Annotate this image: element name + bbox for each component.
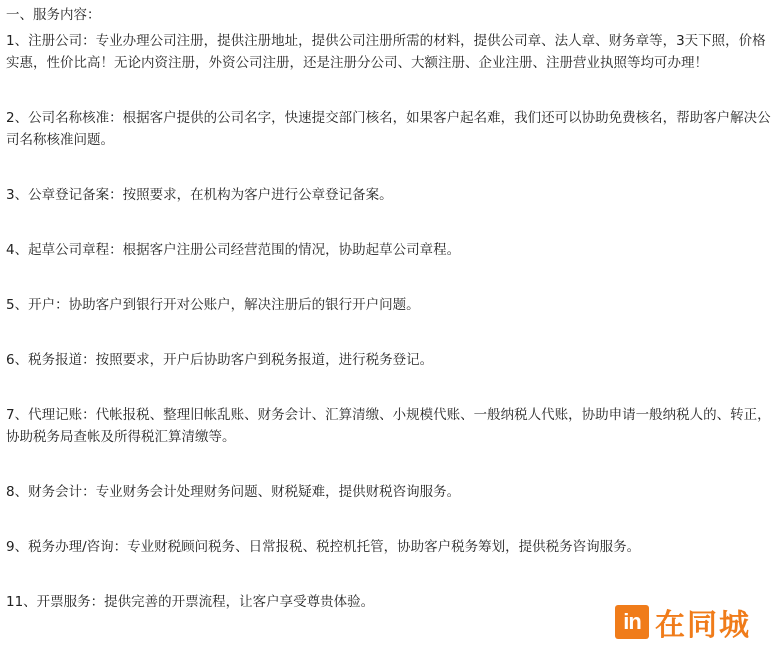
logo-badge-icon: in bbox=[615, 605, 649, 639]
section-heading: 一、服务内容： bbox=[6, 7, 101, 23]
watermark-logo bbox=[615, 600, 751, 644]
service-item-bank-account: 5、开户：协助客户到银行开对公账户，解决注册后的银行开户问题。 bbox=[6, 297, 420, 313]
service-item-tax-report: 6、税务报道：按照要求，开户后协助客户到税务报道，进行税务登记。 bbox=[6, 352, 434, 368]
service-item-articles: 4、起草公司章程：根据客户注册公司经营范围的情况，协助起草公司章程。 bbox=[6, 242, 461, 258]
service-item-accounting: 8、财务会计：专业财务会计处理财务问题、财税疑难，提供财税咨询服务。 bbox=[6, 484, 461, 500]
document-body bbox=[6, 4, 776, 613]
service-item-register: 1、注册公司：专业办理公司注册，提供注册地址，提供公司注册所需的材料，提供公司章、法人章、财务章等，3天下照，价格实惠，性价比高！无论内资注册，外资公司注册，还是注册分公司、大额注册、企业注册、注册营业执照等均可办理！ bbox=[6, 33, 766, 71]
service-item-tax-consulting: 9、税务办理/咨询：专业财税顾问税务、日常报税、税控机托管，协助客户税务筹划，提供税务咨询服务。 bbox=[6, 539, 641, 555]
service-item-name-approval: 2、公司名称核准：根据客户提供的公司名字，快速提交部门核名，如果客户起名难，我们还可以协助免费核名，帮助客户解决公司名称核准问题。 bbox=[6, 110, 771, 148]
service-item-invoicing: 11、开票服务：提供完善的开票流程，让客户享受尊贵体验。 bbox=[6, 594, 375, 610]
service-item-seal-filing: 3、公章登记备案：按照要求，在机构为客户进行公章登记备案。 bbox=[6, 187, 393, 203]
logo-text: 在同城 bbox=[655, 608, 751, 643]
service-item-bookkeeping: 7、代理记账：代帐报税、整理旧帐乱账、财务会计、汇算清缴、小规模代账、一般纳税人代账，协助申请一般纳税人的、转正，协助税务局查帐及所得税汇算清缴等。 bbox=[6, 407, 771, 445]
